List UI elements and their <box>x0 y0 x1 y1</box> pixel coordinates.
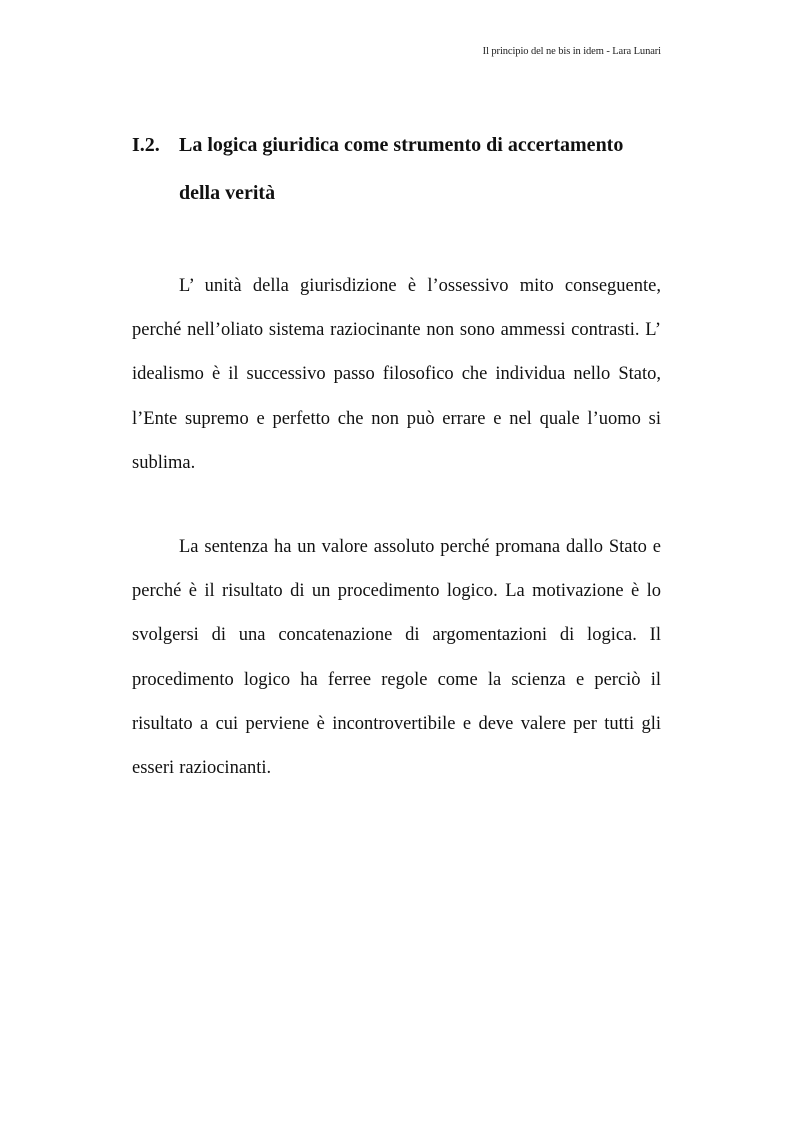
section-heading-line1 <box>132 134 672 158</box>
section-title-second-line: della verità <box>179 182 276 204</box>
section-heading <box>132 134 672 205</box>
body-paragraph: La sentenza ha un valore assoluto perché promana dallo Stato e perché è il risultato di un procedimento logico. La motivazione è lo svolgersi di una concatenazione di argomentazioni di logica. Il procedimento logico ha ferree regole come la scienza e perciò il risultato a cui perviene è incontrovertibile e deve valere per tutti gli esseri raziocinanti. <box>132 537 661 779</box>
running-header: Il principio del ne bis in idem - Lara Lunari <box>482 46 661 57</box>
body-paragraph: L’ unità della giurisdizione è l’ossessivo mito conseguente, perché nell’oliato sistema raziocinante non sono ammessi contrasti. L’ idealismo è il successivo passo filosofico che individua nello Stato, l’Ente supremo e perfetto che non può errare e nel quale l’uomo si sublima. <box>132 276 661 473</box>
section-title-first-line: La logica giuridica come strumento di accertamento <box>179 134 624 156</box>
section-number: I.2. <box>132 134 160 156</box>
